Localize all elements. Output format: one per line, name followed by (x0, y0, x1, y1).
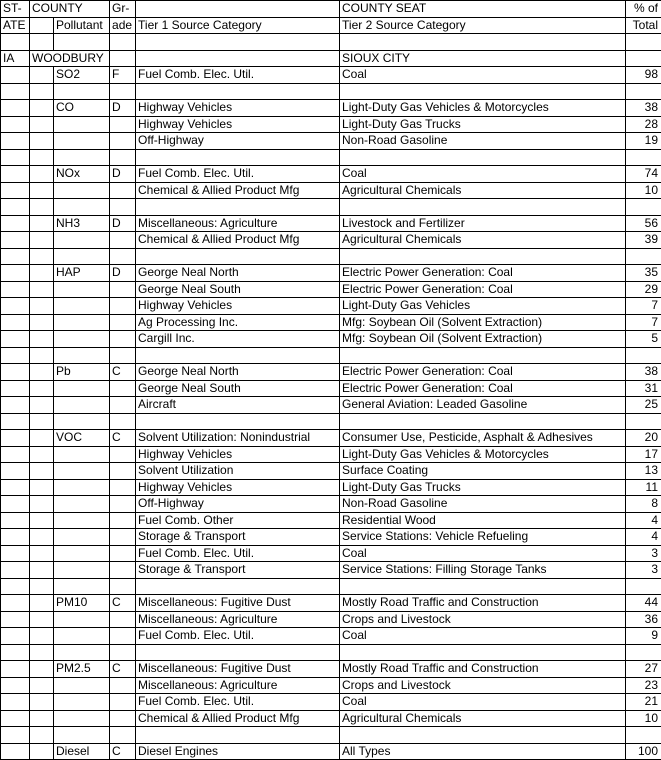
tier1-cell: Highway Vehicles (136, 446, 340, 463)
header-county-seat: COUNTY SEAT (340, 1, 626, 18)
tier2-cell: Coal (340, 545, 626, 562)
header-state: ST- (1, 1, 30, 18)
tier2-cell: Light-Duty Gas Vehicles & Motorcycles (340, 446, 626, 463)
header-empty (136, 1, 340, 18)
location-row (1, 50, 661, 67)
table-row (1, 496, 661, 513)
tier2-cell: Coal (340, 67, 626, 84)
county-cell: WOODBURY (30, 50, 110, 67)
tier2-cell: Mfg: Soybean Oil (Solvent Extraction) (340, 314, 626, 331)
table-row (1, 677, 661, 694)
table-row (1, 331, 661, 348)
header-state-2: ATE (1, 17, 30, 34)
pct-cell: 38 (626, 364, 661, 381)
pct-cell: 56 (626, 215, 661, 232)
tier2-cell: Coal (340, 694, 626, 711)
table-row (1, 67, 661, 84)
tier2-cell: Non-Road Gasoline (340, 133, 626, 150)
tier2-cell: Service Stations: Filling Storage Tanks (340, 562, 626, 579)
tier1-cell: George Neal South (136, 380, 340, 397)
tier1-cell: Aircraft (136, 397, 340, 414)
table-row (1, 529, 661, 546)
tier1-cell: Off-Highway (136, 496, 340, 513)
tier1-cell: George Neal North (136, 265, 340, 282)
pct-cell: 74 (626, 166, 661, 183)
pct-cell: 39 (626, 232, 661, 249)
table-row (1, 479, 661, 496)
pct-cell: 44 (626, 595, 661, 612)
spacer-row (1, 413, 661, 430)
tier1-cell: Cargill Inc. (136, 331, 340, 348)
table-row (1, 628, 661, 645)
pct-cell: 38 (626, 100, 661, 117)
table-row (1, 463, 661, 480)
pct-cell: 36 (626, 611, 661, 628)
header-empty-2 (30, 17, 54, 34)
tier2-cell: All Types (340, 743, 626, 760)
header-total: Total (626, 17, 661, 34)
tier1-cell: Miscellaneous: Fugitive Dust (136, 595, 340, 612)
tier2-cell: Agricultural Chemicals (340, 710, 626, 727)
grade-cell: F (110, 67, 136, 84)
table-row (1, 215, 661, 232)
tier2-cell: Agricultural Chemicals (340, 182, 626, 199)
tier1-cell: Fuel Comb. Elec. Util. (136, 545, 340, 562)
table-row (1, 380, 661, 397)
tier1-cell: Storage & Transport (136, 529, 340, 546)
tier2-cell: Livestock and Fertilizer (340, 215, 626, 232)
pollutant-cell: HAP (54, 265, 110, 282)
tier1-cell: Miscellaneous: Agriculture (136, 677, 340, 694)
table-row (1, 133, 661, 150)
tier1-cell: Highway Vehicles (136, 100, 340, 117)
table-row (1, 595, 661, 612)
grade-cell: D (110, 265, 136, 282)
pct-cell: 25 (626, 397, 661, 414)
tier2-cell: Electric Power Generation: Coal (340, 364, 626, 381)
pct-cell: 5 (626, 331, 661, 348)
spacer-row (1, 149, 661, 166)
tier2-cell: Electric Power Generation: Coal (340, 265, 626, 282)
tier2-cell: Light-Duty Gas Trucks (340, 479, 626, 496)
table-row (1, 166, 661, 183)
pct-cell: 3 (626, 562, 661, 579)
header-grade: Gr- (110, 1, 136, 18)
pct-cell: 23 (626, 677, 661, 694)
header-row-2 (1, 17, 661, 34)
pct-cell: 28 (626, 116, 661, 133)
header-pollutant: Pollutant (54, 17, 110, 34)
tier2-cell: Crops and Livestock (340, 611, 626, 628)
county-seat-cell: SIOUX CITY (340, 50, 626, 67)
header-tier2: Tier 2 Source Category (340, 17, 626, 34)
tier2-cell: Coal (340, 628, 626, 645)
tier1-cell: Off-Highway (136, 133, 340, 150)
tier2-cell: Light-Duty Gas Vehicles & Motorcycles (340, 100, 626, 117)
spacer-row (1, 199, 661, 216)
table-row (1, 281, 661, 298)
spacer-row (1, 347, 661, 364)
tier2-cell: Mfg: Soybean Oil (Solvent Extraction) (340, 331, 626, 348)
pollutant-cell: Pb (54, 364, 110, 381)
table-row (1, 512, 661, 529)
tier1-cell: Highway Vehicles (136, 479, 340, 496)
pollutant-cell: PM10 (54, 595, 110, 612)
table-row (1, 182, 661, 199)
tier1-cell: Fuel Comb. Elec. Util. (136, 694, 340, 711)
pct-cell: 19 (626, 133, 661, 150)
tier1-cell: Fuel Comb. Elec. Util. (136, 67, 340, 84)
grade-cell: C (110, 743, 136, 760)
tier1-cell: Diesel Engines (136, 743, 340, 760)
pct-cell: 4 (626, 529, 661, 546)
tier1-cell: Chemical & Allied Product Mfg (136, 232, 340, 249)
pollutant-cell: NOx (54, 166, 110, 183)
tier1-cell: Fuel Comb. Elec. Util. (136, 166, 340, 183)
tier1-cell: Miscellaneous: Agriculture (136, 611, 340, 628)
grade-cell: D (110, 100, 136, 117)
spacer-row (1, 727, 661, 744)
tier1-cell: Ag Processing Inc. (136, 314, 340, 331)
header-pct: % of (626, 1, 661, 18)
pollutant-cell: NH3 (54, 215, 110, 232)
pct-cell: 17 (626, 446, 661, 463)
tier1-cell: Solvent Utilization (136, 463, 340, 480)
tier2-cell: Electric Power Generation: Coal (340, 281, 626, 298)
tier2-cell: Mostly Road Traffic and Construction (340, 595, 626, 612)
tier2-cell: Residential Wood (340, 512, 626, 529)
spacer-row (1, 248, 661, 265)
pollutant-cell: SO2 (54, 67, 110, 84)
table-row (1, 545, 661, 562)
tier1-cell: Miscellaneous: Agriculture (136, 215, 340, 232)
tier1-cell: Fuel Comb. Other (136, 512, 340, 529)
pct-cell: 9 (626, 628, 661, 645)
table-row (1, 743, 661, 760)
pct-cell: 10 (626, 182, 661, 199)
pct-cell: 29 (626, 281, 661, 298)
tier2-cell: Light-Duty Gas Trucks (340, 116, 626, 133)
state-cell: IA (1, 50, 30, 67)
table-row (1, 265, 661, 282)
grade-cell: C (110, 661, 136, 678)
tier2-cell: General Aviation: Leaded Gasoline (340, 397, 626, 414)
table-row (1, 314, 661, 331)
pct-cell: 35 (626, 265, 661, 282)
spacer-row (1, 83, 661, 100)
header-grade-2: ade (110, 17, 136, 34)
table-row (1, 446, 661, 463)
tier1-cell: Highway Vehicles (136, 116, 340, 133)
table-row (1, 116, 661, 133)
tier1-cell: Chemical & Allied Product Mfg (136, 710, 340, 727)
pct-cell: 21 (626, 694, 661, 711)
grade-cell: C (110, 364, 136, 381)
tier2-cell: Agricultural Chemicals (340, 232, 626, 249)
tier2-cell: Surface Coating (340, 463, 626, 480)
pct-cell: 31 (626, 380, 661, 397)
pct-cell: 4 (626, 512, 661, 529)
grade-cell: C (110, 595, 136, 612)
table-row (1, 100, 661, 117)
table-row (1, 232, 661, 249)
table-row (1, 694, 661, 711)
grade-cell: C (110, 430, 136, 447)
tier1-cell: Solvent Utilization: Nonindustrial (136, 430, 340, 447)
tier1-cell: George Neal North (136, 364, 340, 381)
tier2-cell: Service Stations: Vehicle Refueling (340, 529, 626, 546)
pct-cell: 8 (626, 496, 661, 513)
grade-cell: D (110, 166, 136, 183)
table-row (1, 562, 661, 579)
pct-cell: 11 (626, 479, 661, 496)
table-row (1, 298, 661, 315)
tier2-cell: Electric Power Generation: Coal (340, 380, 626, 397)
tier2-cell: Non-Road Gasoline (340, 496, 626, 513)
spacer-row (1, 644, 661, 661)
table-row (1, 430, 661, 447)
table-row (1, 364, 661, 381)
pct-cell: 3 (626, 545, 661, 562)
tier2-cell: Consumer Use, Pesticide, Asphalt & Adhesives (340, 430, 626, 447)
spacer-row (1, 578, 661, 595)
table-row (1, 397, 661, 414)
spacer-row (1, 34, 661, 51)
table-body (1, 1, 661, 760)
tier2-cell: Crops and Livestock (340, 677, 626, 694)
pct-cell: 27 (626, 661, 661, 678)
table-row (1, 710, 661, 727)
tier2-cell: Light-Duty Gas Vehicles (340, 298, 626, 315)
pct-cell: 20 (626, 430, 661, 447)
pct-cell: 13 (626, 463, 661, 480)
tier1-cell: Chemical & Allied Product Mfg (136, 182, 340, 199)
pct-cell: 7 (626, 298, 661, 315)
header-county: COUNTY (30, 1, 110, 18)
table-row (1, 611, 661, 628)
pollutant-cell: CO (54, 100, 110, 117)
tier1-cell: Highway Vehicles (136, 298, 340, 315)
header-row-1 (1, 1, 661, 18)
pollutant-cell: Diesel (54, 743, 110, 760)
tier2-cell: Coal (340, 166, 626, 183)
pollutant-cell: VOC (54, 430, 110, 447)
pct-cell: 100 (626, 743, 661, 760)
tier1-cell: George Neal South (136, 281, 340, 298)
tier1-cell: Fuel Comb. Elec. Util. (136, 628, 340, 645)
pct-cell: 7 (626, 314, 661, 331)
tier1-cell: Miscellaneous: Fugitive Dust (136, 661, 340, 678)
tier2-cell: Mostly Road Traffic and Construction (340, 661, 626, 678)
pct-cell: 98 (626, 67, 661, 84)
tier1-cell: Storage & Transport (136, 562, 340, 579)
header-tier1: Tier 1 Source Category (136, 17, 340, 34)
table-row (1, 661, 661, 678)
grade-cell: D (110, 215, 136, 232)
pollutant-cell: PM2.5 (54, 661, 110, 678)
pct-cell: 10 (626, 710, 661, 727)
